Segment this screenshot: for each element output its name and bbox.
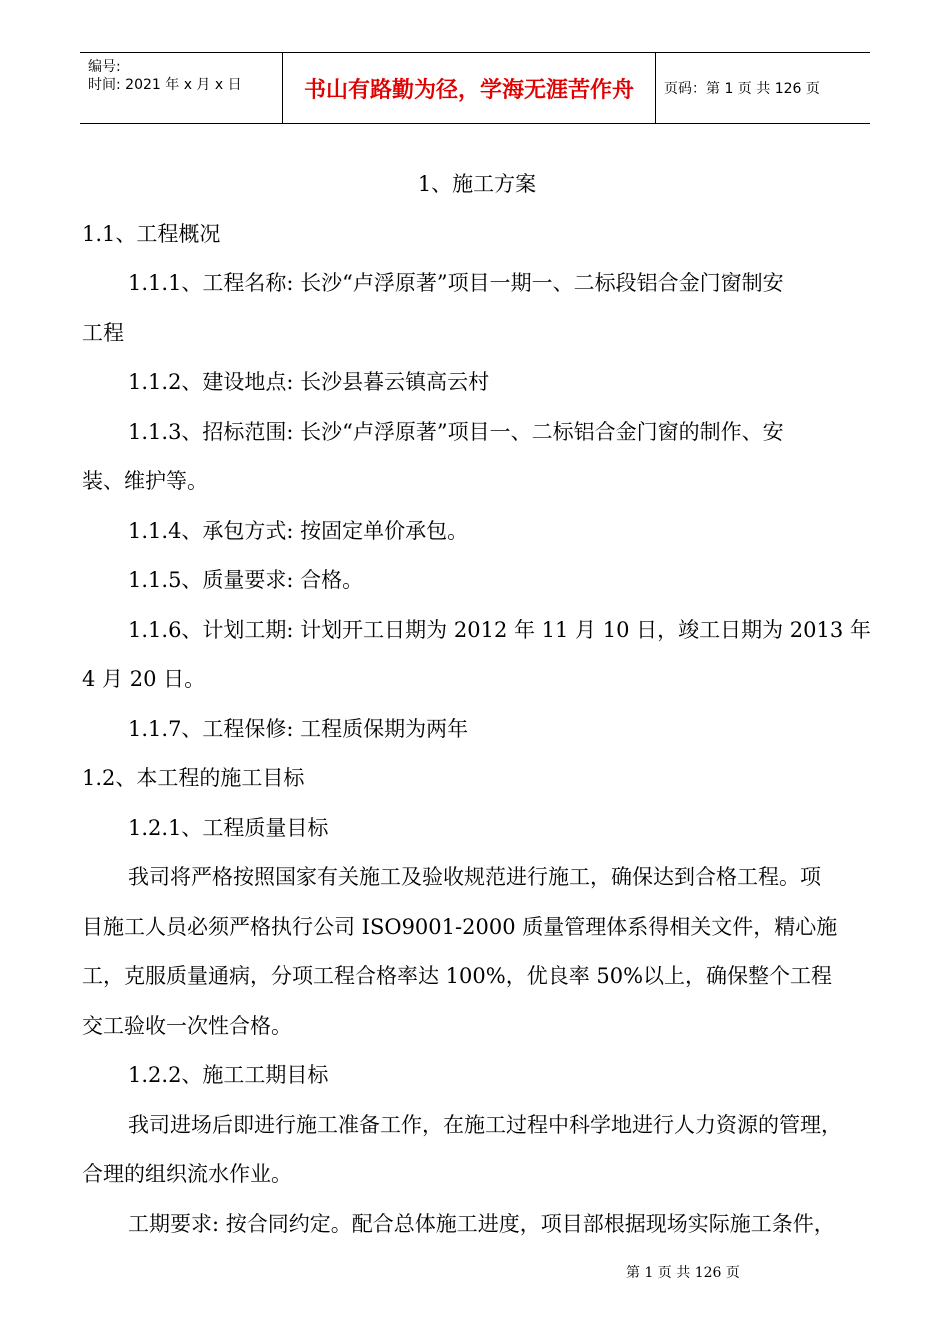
item-1-1-3-cont: 装、维护等。 — [82, 469, 208, 493]
item-1-2-1: 1.2.1、工程质量目标 — [128, 815, 329, 840]
item-1-1-2: 1.1.2、建设地点: 长沙县暮云镇高云村 — [128, 370, 490, 394]
item-1-1-5: 1.1.5、质量要求: 合格。 — [128, 568, 364, 592]
item-1-1-6: 1.1.6、计划工期: 计划开工日期为 2012 年 11 月 10 日，竣工日期为 2013 年 — [128, 617, 871, 642]
heading-1-2: 1.2、本工程的施工目标 — [82, 766, 305, 790]
paragraph-schedule-line-2: 合理的组织流水作业。 — [82, 1162, 292, 1186]
heading-1-1: 1.1、工程概况 — [82, 221, 221, 246]
header-page-info: 页码：第 1 页 共 126 页 — [664, 81, 820, 97]
document-number-label: 编号: — [88, 59, 121, 75]
item-1-1-3: 1.1.3、招标范围: 长沙“卢浮原著”项目一、二标铝合金门窗的制作、安 — [128, 419, 784, 444]
item-1-1-7: 1.1.7、工程保修: 工程质保期为两年 — [128, 716, 469, 741]
item-1-1-1: 1.1.1、工程名称: 长沙“卢浮原著”项目一期一、二标段铝合金门窗制安 — [128, 271, 784, 295]
page-header — [80, 52, 870, 124]
item-1-1-4: 1.1.4、承包方式: 按固定单价承包。 — [128, 518, 469, 543]
document-body — [82, 160, 872, 1249]
paragraph-quality-line-1: 我司将严格按照国家有关施工及验收规范进行施工，确保达到合格工程。项 — [128, 865, 821, 889]
page-footer: 第 1 页 共 126 页 — [626, 1265, 740, 1281]
paragraph-schedule-line-1: 我司进场后即进行施工准备工作，在施工过程中科学地进行人力资源的管理， — [128, 1112, 842, 1137]
paragraph-duration-line-1: 工期要求: 按合同约定。配合总体施工进度，项目部根据现场实际施工条件， — [128, 1211, 835, 1236]
item-1-1-1-cont: 工程 — [82, 320, 124, 345]
document-time-label: 时间: 2021 年 x 月 x 日 — [88, 77, 242, 93]
section-title: 1、施工方案 — [417, 172, 537, 196]
paragraph-quality-line-3: 工，克服质量通病，分项工程合格率达 100%，优良率 50%以上，确保整个工程 — [82, 964, 833, 988]
header-motto: 书山有路勤为径，学海无涯苦作舟 — [282, 53, 656, 123]
item-1-1-6-cont: 4 月 20 日。 — [82, 667, 206, 691]
item-1-2-2: 1.2.2、施工工期目标 — [128, 1063, 329, 1087]
paragraph-quality-line-2: 目施工人员必须严格执行公司 ISO9001-2000 质量管理体系得相关文件，精心施 — [82, 914, 838, 939]
header-meta — [80, 53, 282, 123]
paragraph-quality-line-4: 交工验收一次性合格。 — [82, 1013, 292, 1038]
